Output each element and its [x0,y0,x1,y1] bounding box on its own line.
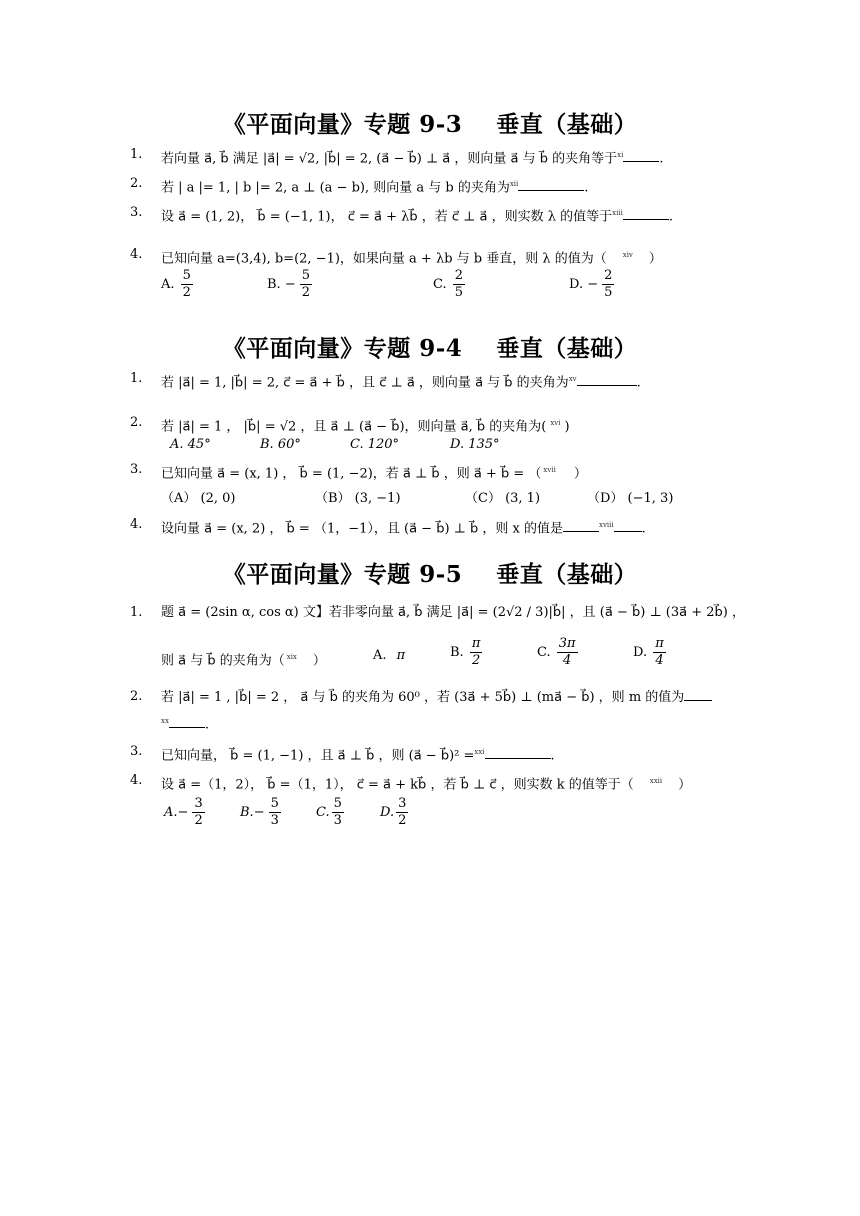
options-9-5-1 [373,636,693,680]
question-number: 3. [130,744,143,759]
option-fraction: $\frac{3}{2}$ [398,796,407,828]
option-fraction: $\frac{\pi}{2}$ [471,636,481,668]
question-text: 已知向量 a⃗ = (x, 1) ， b⃗ = (1, −2)，若 a⃗ ⊥ b⃗ ，则 a⃗ + b⃗ = （ [161,466,542,482]
option-c: C. $\frac{5}{3}$ [316,796,342,828]
footnote-marker: xx [161,717,169,725]
question-text: 设 a⃗ = (1, 2)， b⃗ = (−1, 1)， c⃗ = a⃗ + λb⃗ ，若 c⃗ ⊥ a⃗ ，则实数 λ 的值等于 [161,209,613,225]
answer-blank [623,149,659,162]
question-number: 4. [130,247,143,262]
option-fraction: $\frac{5}{2}$ [301,268,311,300]
question-text: 若向量 a⃗, b⃗ 满足 |a⃗| = √2, |b⃗| = 2, (a⃗ − b⃗) ⊥ a⃗ ，则向量 a⃗ 与 b⃗ 的夹角等于 [161,151,618,167]
option-b: B. − $\frac{5}{2}$ [267,268,311,300]
option-d: D. − $\frac{2}{5}$ [569,268,613,300]
option-c: C. $\frac{3\pi}{4}$ [537,636,576,668]
question-number: 3. [130,462,143,477]
option-fraction: $\frac{5}{2}$ [182,268,191,300]
section-title-9-4: 《平面向量》专题 9-4 垂直（基础） [222,335,638,362]
footnote-marker: xiii [612,209,623,217]
options-9-5-4 [164,796,464,842]
question-end: . [550,748,555,764]
option-fraction: $\frac{3\pi}{4}$ [558,636,576,668]
option-d: （D） (−1, 3) [587,491,674,506]
option-a: A.− $\frac{3}{2}$ [164,796,203,828]
option-b: B. $\frac{\pi}{2}$ [450,636,481,668]
question-end: ） [678,777,692,793]
question-end: ) [564,419,570,435]
footnote-marker: xix [286,653,297,661]
option-fraction: $\frac{2}{5}$ [454,268,464,300]
question-text: 若 |a⃗| = 1 , |b⃗| = 2 ， a⃗ 与 b⃗ 的夹角为 60⁰ ，若 (3a⃗ + 5b⃗) ⊥ (ma⃗ − b⃗) ，则 m 的值为 [161,690,685,705]
answer-blank [563,519,599,532]
option-a: A. π [373,648,406,663]
answer-blank [485,746,551,759]
answer-blank [623,207,669,220]
option-fraction: $\frac{3}{2}$ [194,796,203,828]
footnote-marker: xv [568,375,577,383]
answer-blank [577,373,637,386]
question-number: 3. [130,205,143,220]
question-number: 2. [130,689,143,704]
footnote-marker: xii [509,180,519,188]
question-end: ） [312,653,326,669]
question-text: 题 a⃗ = (2sin α, cos α) 文】若非零向量 a⃗, b⃗ 满足 |a⃗| = (2√2 / 3)|b⃗| ，且 (a⃗ − b⃗) ⊥ (3a⃗ + 2b⃗) ， [161,605,745,620]
option-fraction: $\frac{\pi}{4}$ [655,636,664,668]
option-fraction: $\frac{5}{3}$ [270,796,279,828]
option-b: B.− $\frac{5}{3}$ [240,796,279,828]
option-a: A. $\frac{5}{2}$ [161,268,191,300]
question-number: 4. [130,773,143,788]
footnote-marker: xxii [649,777,663,785]
footnote-marker: xiv [622,251,633,259]
options-9-3-4 [161,268,721,314]
option-fraction: $\frac{5}{3}$ [333,796,342,828]
options-9-4-3 [161,487,701,505]
options-9-4-2 [170,437,590,455]
question-number: 2. [130,176,143,191]
footnote-marker: xvi [550,419,561,427]
question-end: . [668,209,673,225]
question-number: 2. [130,415,143,430]
question-text: 若 | a |= 1, | b |= 2, a ⊥ (a − b), 则向量 a 与 b 的夹角为 [161,180,510,196]
option-a: A. 45° [170,437,211,452]
question-text: 设 a⃗ =（1，2）， b⃗ =（1，1）， c⃗ = a⃗ + kb⃗ ，若 b⃗ ⊥ c⃗ ，则实数 k 的值等于（ [161,777,634,793]
option-b: （B） (3, −1) [315,491,401,506]
footnote-marker: xxi [474,748,485,756]
footnote-marker: xvii [543,466,556,474]
answer-blank [614,519,642,532]
option-d: D. $\frac{3}{2}$ [380,796,407,828]
question-text: 则 a⃗ 与 b⃗ 的夹角为（ [161,653,285,669]
answer-blank [518,178,584,191]
option-fraction: $\frac{2}{5}$ [604,268,613,300]
option-c: C. $\frac{2}{5}$ [433,268,464,300]
question-number: 1. [130,371,143,386]
section-title-9-5: 《平面向量》专题 9-5 垂直（基础） [222,561,638,588]
question-text: 若 |a⃗| = 1, |b⃗| = 2, c⃗ = a⃗ + b⃗ ，且 c⃗ ⊥ a⃗ ，则向量 a⃗ 与 b⃗ 的夹角为 [161,375,569,391]
question-text: 已知向量 a=(3,4), b=(2, −1)，如果向量 a + λb 与 b 垂直，则 λ 的值为（ [161,251,607,267]
option-b: B. 60° [260,437,301,452]
question-end: . [641,521,646,537]
question-end: . [636,375,641,391]
option-c: （C） (3, 1) [465,491,541,506]
question-text: 设向量 a⃗ = (x, 2) ， b⃗ = （1，−1），且 (a⃗ − b⃗) ⊥ b⃗ ，则 x 的值是 [161,521,563,537]
footnote-marker: xviii [599,521,614,529]
question-number: 1. [130,147,143,162]
question-end: ） [573,466,587,482]
question-number: 4. [130,517,143,532]
option-c: C. 120° [350,437,400,452]
question-text: 若 |a⃗| = 1 ， |b⃗| = √2 ，且 a⃗ ⊥ (a⃗ − b⃗)，则向量 a⃗, b⃗ 的夹角为( [161,419,547,435]
answer-blank [684,688,712,701]
question-end: . [659,151,664,167]
question-text: 已知向量， b⃗ = (1, −1) ，且 a⃗ ⊥ b⃗ ，则 (a⃗ − b⃗)² = [161,748,475,764]
footnote-marker: xi [617,151,624,159]
question-end: . [584,180,589,196]
question-number: 1. [130,605,143,620]
question-end: . [204,717,210,733]
answer-blank [169,715,205,728]
option-a: （A） (2, 0) [161,491,236,506]
section-title-9-3: 《平面向量》专题 9-3 垂直（基础） [222,111,638,138]
option-d: D. $\frac{\pi}{4}$ [633,636,664,668]
question-end: ） [648,251,662,267]
option-d: D. 135° [450,437,500,452]
